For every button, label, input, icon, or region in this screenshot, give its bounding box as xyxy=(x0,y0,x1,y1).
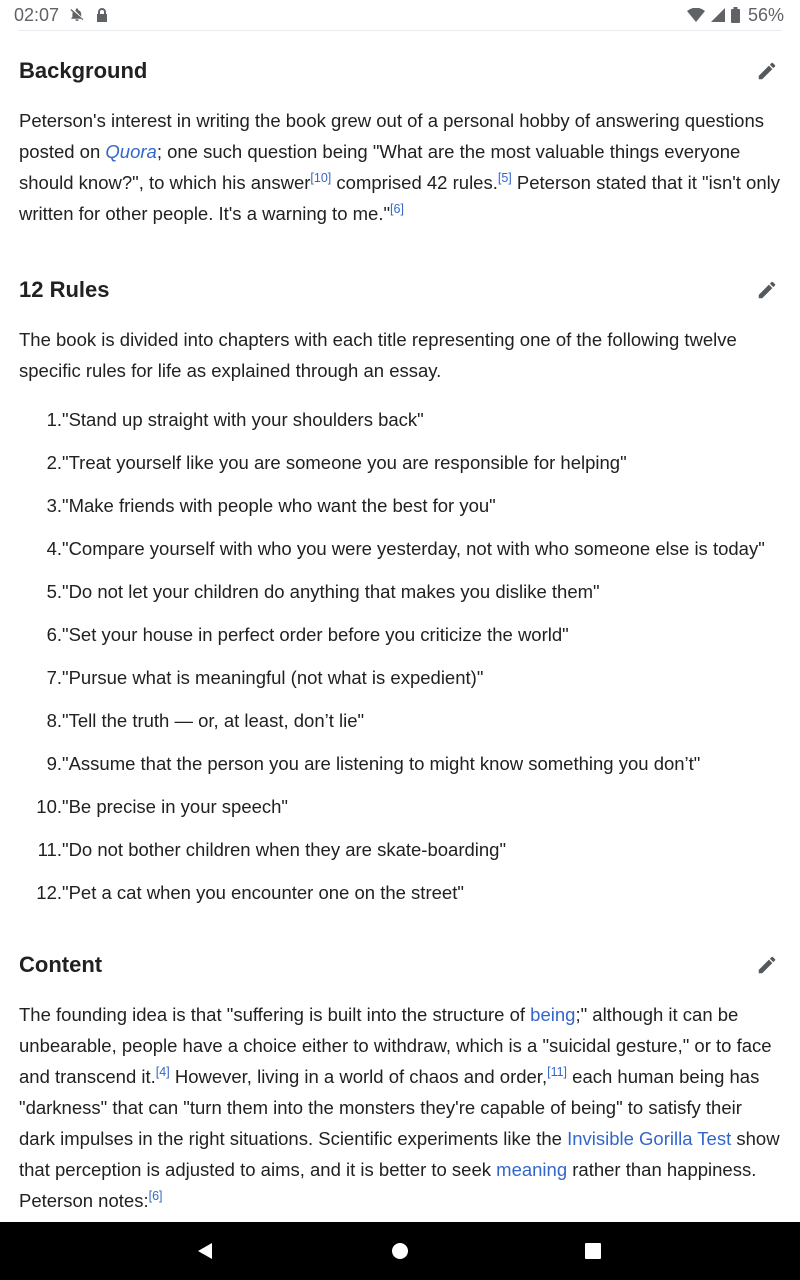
link-invisible-gorilla-test[interactable]: Invisible Gorilla Test xyxy=(567,1128,732,1149)
edit-section-background-button[interactable] xyxy=(753,57,781,85)
list-item xyxy=(19,705,781,736)
reference-link[interactable]: [11] xyxy=(547,1065,568,1079)
article-content xyxy=(19,31,781,1222)
recents-square-icon xyxy=(583,1241,603,1261)
battery-percentage: 56% xyxy=(747,4,784,25)
rules-intro-paragraph: The book is divided into chapters with each title representing one of the following twelve specific rules for life as explained through an essay. xyxy=(19,329,737,381)
text-run: Peterson stated that it "isn't only written for other people. It's a warning to me." xyxy=(19,172,780,224)
section-title-background: Background xyxy=(19,58,148,83)
text-run: However, living in a world of chaos and order, xyxy=(169,1066,548,1087)
link-meaning[interactable]: meaning xyxy=(496,1159,568,1180)
list-item xyxy=(19,576,781,607)
list-text: "Do not let your children do anything that makes you dislike them" xyxy=(62,581,600,602)
lock-icon xyxy=(95,7,109,23)
list-number: 7. xyxy=(46,667,62,688)
edit-section-content-button[interactable] xyxy=(753,951,781,979)
list-number: 8. xyxy=(46,710,62,731)
text-run: ;" although it can be unbearable, people have a choice either to withdraw, which is a "suicidal gesture," or to face and transcend it. xyxy=(19,1004,772,1087)
list-text: "Set your house in perfect order before you criticize the world" xyxy=(62,624,569,645)
list-item xyxy=(19,834,781,865)
pencil-icon xyxy=(756,279,778,301)
recents-button[interactable] xyxy=(578,1236,608,1266)
list-item xyxy=(19,404,781,435)
list-number: 6. xyxy=(46,624,62,645)
list-text: "Assume that the person you are listening to might know something you don’t" xyxy=(62,753,701,774)
pencil-icon xyxy=(756,60,778,82)
reference-link[interactable]: [6] xyxy=(148,1189,163,1203)
back-triangle-icon xyxy=(195,1241,215,1261)
clock: 02:07 xyxy=(14,4,60,25)
list-number: 4. xyxy=(46,538,62,559)
content-paragraph xyxy=(19,999,781,1216)
list-text: "Make friends with people who want the best for you" xyxy=(62,495,496,516)
reference-link[interactable]: [5] xyxy=(497,171,512,185)
battery-icon xyxy=(731,7,740,23)
signal-icon xyxy=(711,8,725,22)
text-run: Peterson's interest in writing the book grew out of a personal hobby of answering questions posted on xyxy=(19,110,764,162)
section-title-content: Content xyxy=(19,952,103,977)
list-text: "Pet a cat when you encounter one on the street" xyxy=(62,882,464,903)
list-text: "Pursue what is meaningful (not what is expedient)" xyxy=(62,667,484,688)
list-number: 12. xyxy=(36,882,62,903)
list-text: "Compare yourself with who you were yesterday, not with who someone else is today" xyxy=(62,538,765,559)
text-run: comprised 42 rules. xyxy=(331,172,498,193)
edit-section-12-rules-button[interactable] xyxy=(753,276,781,304)
list-item xyxy=(19,748,781,779)
list-number: 5. xyxy=(46,581,62,602)
list-item xyxy=(19,490,781,521)
list-item xyxy=(19,533,781,564)
list-number: 10. xyxy=(36,796,62,817)
rules-list xyxy=(19,404,781,920)
list-item xyxy=(19,619,781,650)
text-run: each human being has "darkness" that can "turn them into the monsters they're capable of being" to satisfy their dark impulses in the right situations. Scientific experiments like the xyxy=(19,1066,760,1149)
list-number: 9. xyxy=(46,753,62,774)
text-run: rather than happiness. Peterson notes: xyxy=(19,1159,757,1211)
home-circle-icon xyxy=(390,1241,410,1261)
text-run: The founding idea is that "suffering is built into the structure of xyxy=(19,1004,531,1025)
reference-link[interactable]: [6] xyxy=(390,202,404,216)
list-number: 3. xyxy=(46,495,62,516)
list-text: "Tell the truth — or, at least, don’t lie" xyxy=(62,710,365,731)
list-text: "Treat yourself like you are someone you are responsible for helping" xyxy=(62,452,627,473)
text-run: ; one such question being "What are the most valuable things everyone should know?", to which his answer xyxy=(19,141,741,193)
list-text: "Stand up straight with your shoulders back" xyxy=(62,409,424,430)
background-paragraph xyxy=(19,105,781,229)
back-button[interactable] xyxy=(190,1236,220,1266)
status-bar xyxy=(0,0,800,30)
section-title-12-rules: 12 Rules xyxy=(19,277,110,302)
pencil-icon xyxy=(756,954,778,976)
wifi-icon xyxy=(687,8,705,22)
link-being[interactable]: being xyxy=(530,1004,576,1025)
navigation-bar xyxy=(0,1222,800,1280)
reference-link[interactable]: [10] xyxy=(310,171,332,185)
link-quora[interactable]: Quora xyxy=(105,141,157,162)
list-number: 11. xyxy=(37,839,62,860)
list-item xyxy=(19,447,781,478)
list-text: "Do not bother children when they are skate-boarding" xyxy=(62,839,507,860)
reference-link[interactable]: [4] xyxy=(155,1065,170,1079)
list-number: 2. xyxy=(46,452,62,473)
home-button[interactable] xyxy=(385,1236,415,1266)
notifications-off-icon xyxy=(69,7,85,23)
list-item xyxy=(19,877,781,908)
list-item xyxy=(19,662,781,693)
list-text: "Be precise in your speech" xyxy=(62,796,289,817)
list-item xyxy=(19,791,781,822)
text-run: show that perception is adjusted to aims, and it is better to seek xyxy=(19,1128,780,1180)
list-number: 1. xyxy=(46,409,62,430)
